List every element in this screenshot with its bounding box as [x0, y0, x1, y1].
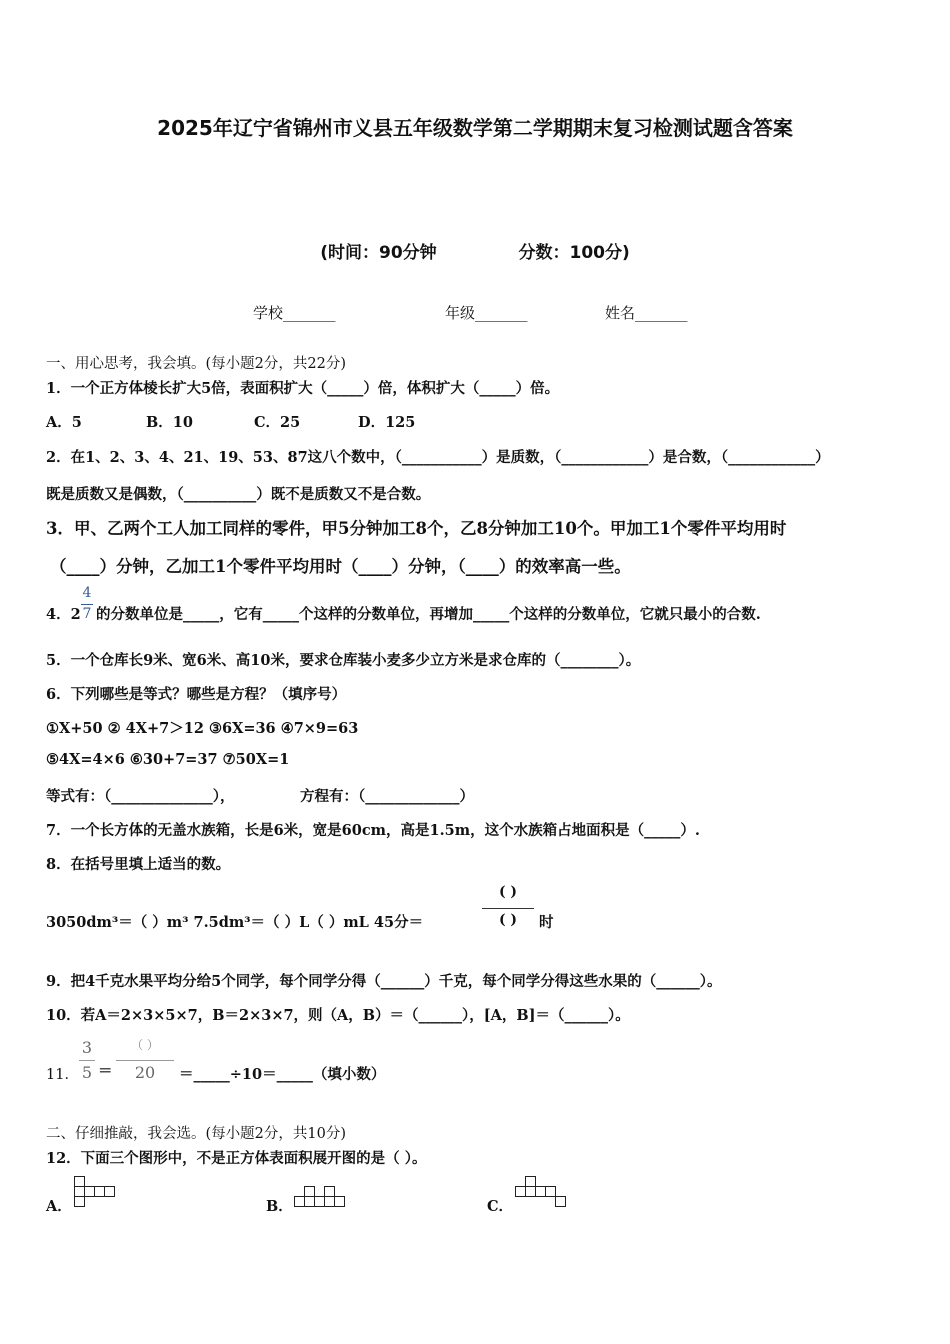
question-3-line-2: （____）分钟，乙加工1个零件平均用时（____）分钟，（____）的效率高一些。	[50, 557, 631, 576]
q11-equals: ＝	[98, 1063, 113, 1080]
q6-formulas-blank: 方程有：（_____________）	[300, 788, 474, 805]
question-9: 9．把4千克水果平均分给5个同学，每个同学分得（______）千克，每个同学分得这些水果的（______）。	[46, 973, 722, 990]
question-3-line-1: 3．甲、乙两个工人加工同样的零件，甲5分钟加工8个，乙8分钟加工10个。甲加工1个零件平均用时	[46, 519, 787, 538]
q11-numerator-2: （ ）	[131, 1038, 159, 1052]
q8-expression: 3050dm³＝（ ）m³ 7.5dm³＝（ ）L（ ）mL 45分＝	[46, 914, 424, 931]
question-7: 7．一个长方体的无盖水族箱，长是6米，宽是60cm，高是1.5m，这个水族箱占地面积是（_____）.	[46, 822, 700, 839]
q12-option-b[interactable]: B．	[266, 1198, 293, 1215]
q11-fraction-bar-1	[79, 1060, 95, 1061]
question-11-prefix: 11．	[46, 1067, 79, 1083]
section-1-heading: 一、用心思考，我会填。(每小题2分，共22分)	[46, 356, 346, 372]
section-2-heading: 二、仔细推敲，我会选。(每小题2分，共10分)	[46, 1126, 346, 1142]
school-field[interactable]: 学校_______	[253, 304, 336, 322]
q8-numerator: ( )	[498, 884, 518, 900]
question-12: 12．下面三个图形中，不是正方体表面积展开图的是（ ）。	[46, 1150, 427, 1167]
q6-items-row-1: ①X+50 ② 4X+7＞12 ③6X=36 ④7×9=63	[46, 720, 359, 737]
q11-fraction-bar-2	[116, 1060, 174, 1061]
exam-meta	[0, 238, 950, 263]
q1-option-c[interactable]: C．25	[254, 414, 301, 431]
q1-option-b[interactable]: B．10	[146, 414, 193, 431]
page-title: 2025年辽宁省锦州市义县五年级数学第二学期期末复习检测试题含答案	[157, 116, 793, 140]
question-1: 1．一个正方体棱长扩大5倍，表面积扩大（_____）倍，体积扩大（_____）倍。	[46, 380, 560, 397]
question-2-line-1: 2．在1、2、3、4、21、19、53、87这八个数中，（___________）是质数，（____________）是合数，（____________）	[46, 449, 830, 466]
question-2-line-2: 既是质数又是偶数，（__________）既不是质数又不是合数。	[46, 486, 431, 503]
q11-numerator-1: 3	[81, 1038, 93, 1057]
q1-option-a[interactable]: A．5	[46, 414, 82, 431]
q6-items-row-2: ⑤4X=4×6 ⑥30+7=37 ⑦50X=1	[46, 751, 290, 768]
q8-suffix: 时	[539, 914, 554, 931]
q12-option-c[interactable]: C．	[487, 1198, 514, 1215]
name-field[interactable]: 姓名_______	[605, 304, 688, 322]
q4-numerator: 4	[82, 585, 92, 601]
q1-option-d[interactable]: D．125	[358, 414, 416, 431]
q8-fraction-bar	[482, 908, 534, 909]
q12-option-a[interactable]: A．	[46, 1198, 72, 1215]
q4-denominator: 7	[82, 606, 92, 622]
grade-field[interactable]: 年级_______	[445, 304, 528, 322]
q11-denominator-2: 20	[134, 1063, 156, 1082]
question-4-prefix: 4．2	[46, 606, 81, 623]
total-score: 分数：100分)	[518, 243, 630, 263]
question-6: 6．下列哪些是等式？哪些是方程？（填序号）	[46, 686, 347, 703]
q11-tail: ＝_____÷10＝_____（填小数）	[179, 1066, 386, 1083]
q4-fraction-bar	[81, 604, 93, 605]
question-10: 10．若A＝2×3×5×7，B＝2×3×7，则（A，B）＝（______），[A，B]＝（______）。	[46, 1007, 630, 1024]
q11-denominator-1: 5	[81, 1063, 93, 1082]
question-4-text: 的分数单位是_____，它有_____个这样的分数单位，再增加_____个这样的分数单位，它就只最小的合数.	[96, 606, 761, 623]
q8-denominator: ( )	[498, 912, 518, 928]
question-8: 8．在括号里填上适当的数。	[46, 856, 231, 873]
q6-equations-blank: 等式有：（______________），	[46, 788, 235, 805]
time-limit: (时间：90分钟	[320, 243, 437, 263]
question-5: 5．一个仓库长9米、宽6米、高10米，要求仓库装小麦多少立方米是求仓库的（________）。	[46, 652, 641, 669]
